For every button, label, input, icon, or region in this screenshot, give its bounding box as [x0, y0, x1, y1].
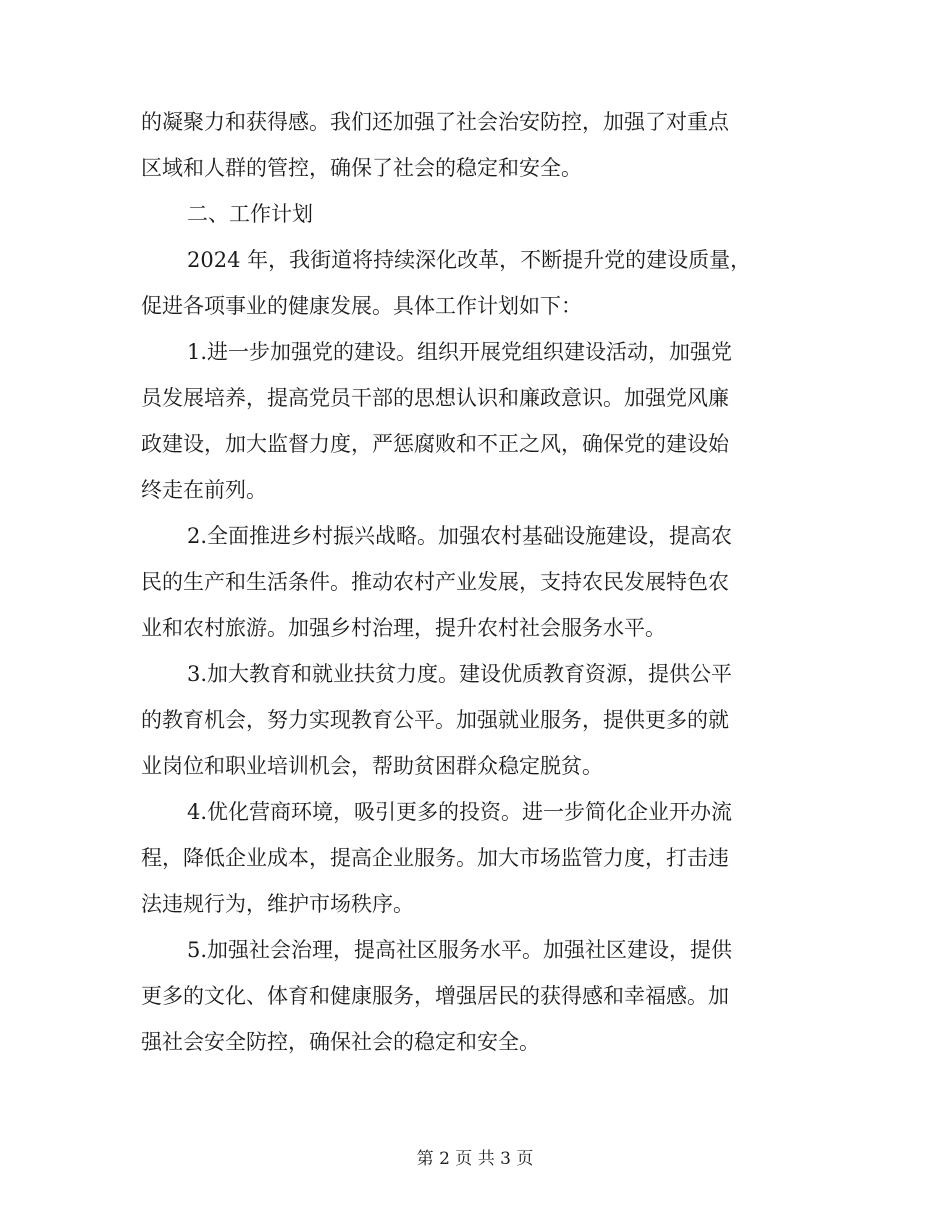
list-item-line: 的教育机会，努力实现教育公平。加强就业服务，提供更多的就 [141, 708, 729, 732]
page-number-footer: 第 2 页 共 3 页 [416, 1149, 534, 1169]
list-item-line: 民的生产和生活条件。推动农村产业发展，支持农民发展特色农 [141, 570, 729, 594]
paragraph-line: 促进各项事业的健康发展。具体工作计划如下： [141, 294, 582, 318]
section-heading: 二、工作计划 [187, 202, 313, 226]
paragraph-line: 的凝聚力和获得感。我们还加强了社会治安防控，加强了对重点 [141, 110, 729, 134]
paragraph-line: 区域和人群的管控，确保了社会的稳定和安全。 [141, 156, 582, 180]
list-item-line: 强社会安全防控，确保社会的稳定和安全。 [141, 1030, 540, 1054]
list-item-line: 3.加大教育和就业扶贫力度。建设优质教育资源，提供公平 [187, 662, 733, 686]
list-item-line: 法违规行为，维护市场秩序。 [141, 892, 414, 916]
paragraph-line: 2024 年，我街道将持续深化改革，不断提升党的建设质量， [187, 248, 752, 272]
list-item-line: 程，降低企业成本，提高企业服务。加大市场监管力度，打击违 [141, 846, 729, 870]
list-item-line: 业岗位和职业培训机会，帮助贫困群众稳定脱贫。 [141, 754, 603, 778]
list-item-line: 员发展培养，提高党员干部的思想认识和廉政意识。加强党风廉 [141, 386, 729, 410]
list-item-line: 5.加强社会治理，提高社区服务水平。加强社区建设，提供 [187, 938, 733, 962]
list-item-line: 4.优化营商环境，吸引更多的投资。进一步简化企业开办流 [187, 800, 733, 824]
list-item-line: 1.进一步加强党的建设。组织开展党组织建设活动，加强党 [187, 340, 733, 364]
list-item-line: 政建设，加大监督力度，严惩腐败和不正之风，确保党的建设始 [141, 432, 729, 456]
list-item-line: 更多的文化、体育和健康服务，增强居民的获得感和幸福感。加 [141, 984, 729, 1008]
list-item-line: 终走在前列。 [141, 478, 267, 502]
list-item-line: 2.全面推进乡村振兴战略。加强农村基础设施建设，提高农 [187, 524, 733, 548]
list-item-line: 业和农村旅游。加强乡村治理，提升农村社会服务水平。 [141, 616, 666, 640]
